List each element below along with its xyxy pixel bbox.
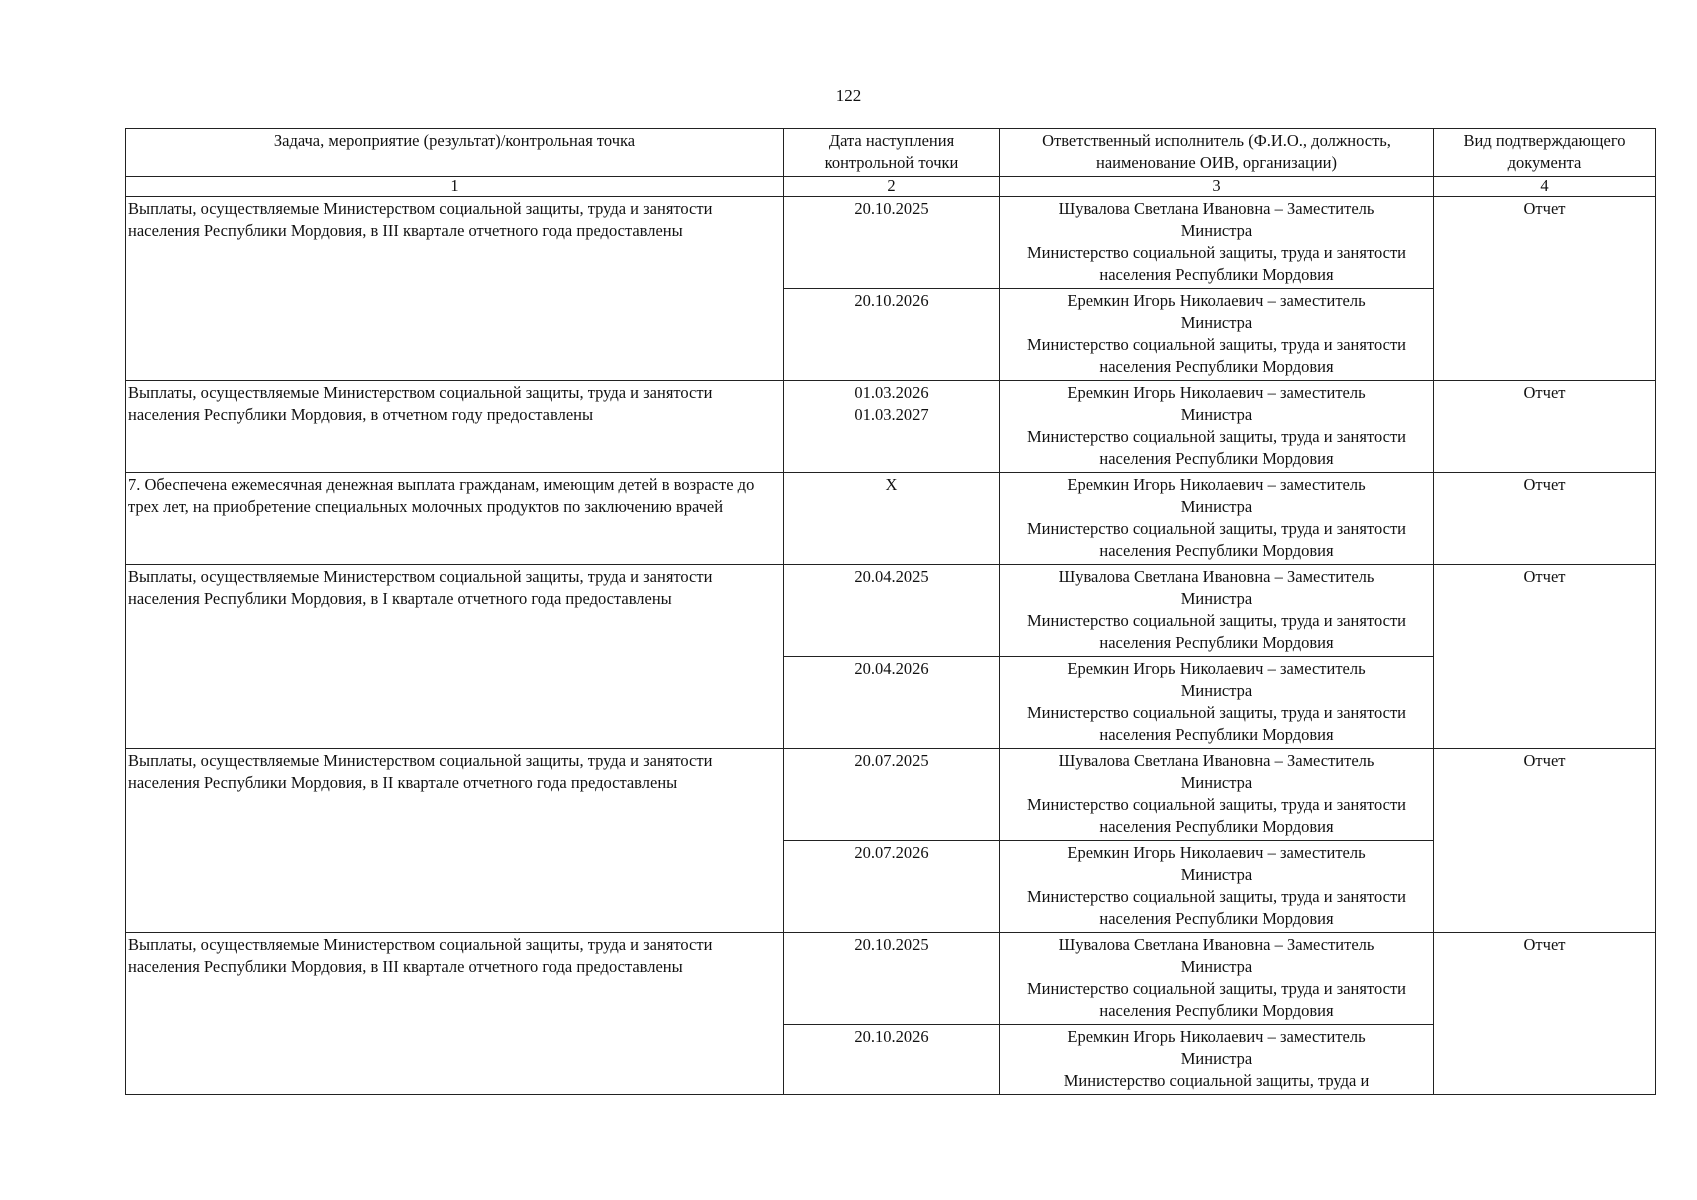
executor-organization: Министерство социальной защиты, труда и занятости населения Республики Мордовия	[1026, 703, 1406, 744]
executor-name: Еремкин Игорь Николаевич – заместитель	[1067, 659, 1366, 678]
control-date: 20.10.2025	[854, 199, 929, 218]
page-number: 122	[835, 86, 862, 105]
control-date: 20.07.2026	[854, 843, 929, 862]
executor-position: Министра	[1180, 313, 1253, 332]
header-task: Задача, мероприятие (результат)/контрольная точка	[126, 129, 784, 177]
date-cell	[784, 381, 1000, 473]
control-date: 01.03.2027	[854, 405, 929, 424]
task-cell: 7. Обеспечена ежемесячная денежная выплата гражданам, имеющим детей в возрасте до трех лет, на приобретение специальных молочных продуктов по заключению врачей	[126, 473, 784, 565]
date-cell	[784, 749, 1000, 841]
executor-position: Министра	[1180, 497, 1253, 516]
control-date: 20.10.2025	[854, 935, 929, 954]
executor-cell	[1000, 749, 1434, 841]
executor-organization: Министерство социальной защиты, труда и занятости населения Республики Мордовия	[1026, 243, 1406, 284]
executor-organization: Министерство социальной защиты, труда и занятости населения Республики Мордовия	[1026, 795, 1406, 836]
executor-name: Еремкин Игорь Николаевич – заместитель	[1067, 383, 1366, 402]
table-row	[126, 565, 1656, 657]
header-document: Вид подтверждающего документа	[1434, 129, 1656, 177]
executor-position: Министра	[1180, 957, 1253, 976]
table-row	[126, 473, 1656, 565]
task-cell: Выплаты, осуществляемые Министерством социальной защиты, труда и занятости населения Республики Мордовия, в III квартале отчетного года предоставлены	[126, 933, 784, 1095]
executor-cell	[1000, 1025, 1434, 1095]
executor-organization: Министерство социальной защиты, труда и	[1063, 1071, 1370, 1090]
column-number: 1	[126, 177, 784, 197]
table-row	[126, 197, 1656, 289]
header-executor: Ответственный исполнитель (Ф.И.О., должность, наименование ОИВ, организации)	[1000, 129, 1434, 177]
table-row	[126, 749, 1656, 841]
executor-cell	[1000, 381, 1434, 473]
executor-organization: Министерство социальной защиты, труда и занятости населения Республики Мордовия	[1026, 887, 1406, 928]
executor-name: Еремкин Игорь Николаевич – заместитель	[1067, 843, 1366, 862]
date-cell	[784, 289, 1000, 381]
executor-position: Министра	[1180, 865, 1253, 884]
column-number-row	[126, 177, 1656, 197]
header-date: Дата наступления контрольной точки	[784, 129, 1000, 177]
table-row	[126, 381, 1656, 473]
column-number: 2	[784, 177, 1000, 197]
executor-cell	[1000, 565, 1434, 657]
executor-organization: Министерство социальной защиты, труда и занятости населения Республики Мордовия	[1026, 427, 1406, 468]
executor-position: Министра	[1180, 221, 1253, 240]
executor-cell	[1000, 289, 1434, 381]
column-number: 3	[1000, 177, 1434, 197]
executor-cell	[1000, 473, 1434, 565]
date-cell	[784, 841, 1000, 933]
document-type-cell: Отчет	[1434, 381, 1656, 473]
executor-name: Еремкин Игорь Николаевич – заместитель	[1067, 475, 1366, 494]
control-date: 20.07.2025	[854, 751, 929, 770]
executor-name: Шувалова Светлана Ивановна – Заместитель	[1058, 935, 1375, 954]
executor-cell	[1000, 933, 1434, 1025]
executor-position: Министра	[1180, 773, 1253, 792]
date-cell	[784, 1025, 1000, 1095]
executor-cell	[1000, 197, 1434, 289]
document-type-cell: Отчет	[1434, 933, 1656, 1095]
control-date: 20.10.2026	[854, 1027, 929, 1046]
executor-cell	[1000, 657, 1434, 749]
document-type-cell: Отчет	[1434, 197, 1656, 381]
task-cell: Выплаты, осуществляемые Министерством социальной защиты, труда и занятости населения Республики Мордовия, в III квартале отчетного года предоставлены	[126, 197, 784, 381]
document-type-cell: Отчет	[1434, 565, 1656, 749]
control-date: 01.03.2026	[854, 383, 929, 402]
task-cell: Выплаты, осуществляемые Министерством социальной защиты, труда и занятости населения Республики Мордовия, в I квартале отчетного года предоставлены	[126, 565, 784, 749]
task-cell: Выплаты, осуществляемые Министерством социальной защиты, труда и занятости населения Республики Мордовия, в отчетном году предоставлены	[126, 381, 784, 473]
executor-organization: Министерство социальной защиты, труда и занятости населения Республики Мордовия	[1026, 611, 1406, 652]
executor-name: Шувалова Светлана Ивановна – Заместитель	[1058, 751, 1375, 770]
table-row	[126, 933, 1656, 1025]
date-cell	[784, 657, 1000, 749]
date-cell	[784, 197, 1000, 289]
control-date: 20.04.2025	[854, 567, 929, 586]
executor-position: Министра	[1180, 589, 1253, 608]
executor-organization: Министерство социальной защиты, труда и занятости населения Республики Мордовия	[1026, 519, 1406, 560]
control-points-table	[125, 128, 1656, 1095]
executor-name: Еремкин Игорь Николаевич – заместитель	[1067, 291, 1366, 310]
executor-name: Шувалова Светлана Ивановна – Заместитель	[1058, 199, 1375, 218]
executor-position: Министра	[1180, 681, 1253, 700]
control-date: 20.04.2026	[854, 659, 929, 678]
date-cell	[784, 565, 1000, 657]
header-row	[126, 129, 1656, 177]
task-cell: Выплаты, осуществляемые Министерством социальной защиты, труда и занятости населения Республики Мордовия, в II квартале отчетного года предоставлены	[126, 749, 784, 933]
executor-position: Министра	[1180, 1049, 1253, 1068]
date-cell	[784, 473, 1000, 565]
executor-name: Еремкин Игорь Николаевич – заместитель	[1067, 1027, 1366, 1046]
date-cell	[784, 933, 1000, 1025]
executor-name: Шувалова Светлана Ивановна – Заместитель	[1058, 567, 1375, 586]
control-date: X	[885, 475, 898, 494]
document-type-cell: Отчет	[1434, 749, 1656, 933]
executor-organization: Министерство социальной защиты, труда и занятости населения Республики Мордовия	[1026, 335, 1406, 376]
column-number: 4	[1434, 177, 1656, 197]
executor-position: Министра	[1180, 405, 1253, 424]
document-type-cell: Отчет	[1434, 473, 1656, 565]
control-date: 20.10.2026	[854, 291, 929, 310]
executor-cell	[1000, 841, 1434, 933]
executor-organization: Министерство социальной защиты, труда и занятости населения Республики Мордовия	[1026, 979, 1406, 1020]
